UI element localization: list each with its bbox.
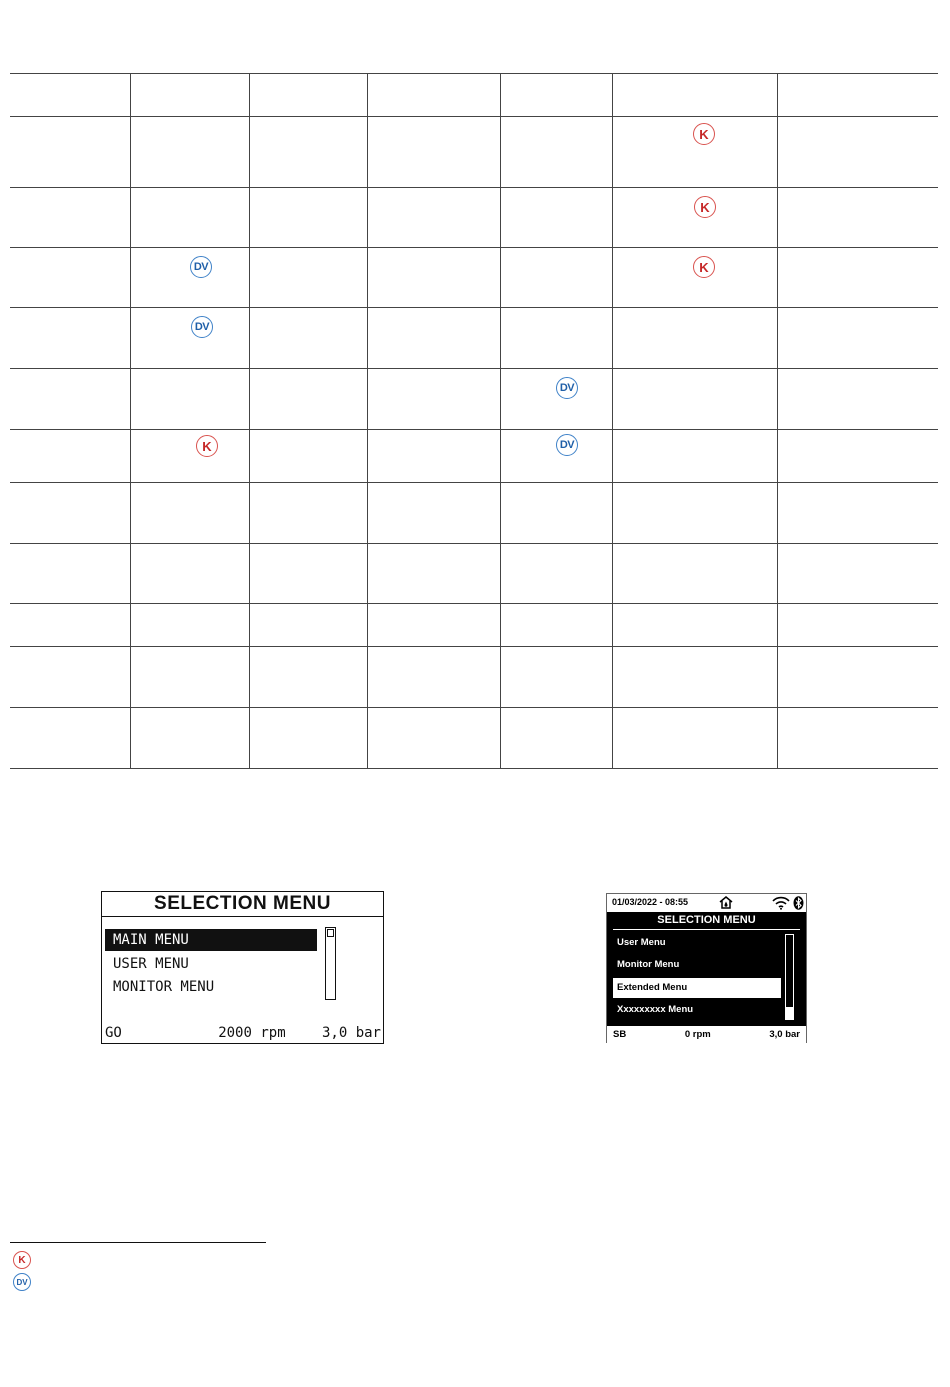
dv-circle-icon: DV [556, 434, 578, 456]
k-circle-icon: K [693, 123, 715, 145]
status-pressure: 3,0 bar [321, 1025, 381, 1041]
dv-circle-icon: DV [13, 1273, 31, 1291]
k-circle-icon: K [694, 196, 716, 218]
dv-circle-icon: DV [190, 256, 212, 278]
scrollbar[interactable] [325, 927, 336, 1000]
dv-circle-icon: DV [191, 316, 213, 338]
bluetooth-icon [793, 896, 804, 915]
status-speed: 0 rpm [684, 1029, 711, 1040]
scrollbar[interactable] [785, 934, 794, 1020]
home-drop-icon [719, 896, 733, 914]
menu-item-user[interactable]: USER MENU [113, 956, 189, 972]
menu-item-monitor[interactable]: MONITOR MENU [113, 979, 215, 995]
scrollbar-thumb[interactable] [786, 1007, 793, 1019]
title-divider [613, 929, 800, 930]
status-pressure: 3,0 bar [769, 1029, 800, 1040]
menu-item-extended[interactable]: Extended Menu [613, 978, 781, 998]
top-bar [607, 894, 806, 912]
k-circle-icon: K [196, 435, 218, 457]
selection-menu-display-color [606, 893, 807, 1043]
k-circle-icon: K [693, 256, 715, 278]
scrollbar-track [786, 935, 793, 1007]
status-mode: SB [613, 1029, 627, 1040]
dv-circle-icon: DV [556, 377, 578, 399]
status-bar [105, 1025, 381, 1041]
display-title: SELECTION MENU [154, 893, 331, 914]
footnote-divider [10, 1242, 266, 1243]
k-circle-icon: K [13, 1251, 31, 1269]
menu-item-user[interactable]: User Menu [617, 937, 666, 948]
status-bar [607, 1026, 806, 1043]
display-title: SELECTION MENU [657, 914, 756, 926]
datetime: 01/03/2022 - 08:55 [612, 897, 689, 907]
selection-menu-display-mono [101, 891, 384, 1044]
wifi-icon [772, 896, 790, 915]
menu-item-xxxxxxxxx[interactable]: Xxxxxxxxx Menu [617, 1004, 694, 1015]
status-speed: 2000 rpm [218, 1025, 286, 1041]
menu-item-main[interactable]: MAIN MENU [105, 929, 317, 951]
status-mode: GO [105, 1025, 122, 1041]
scrollbar-thumb[interactable] [327, 929, 334, 937]
menu-item-monitor[interactable]: Monitor Menu [617, 959, 680, 970]
title-divider [102, 916, 383, 917]
